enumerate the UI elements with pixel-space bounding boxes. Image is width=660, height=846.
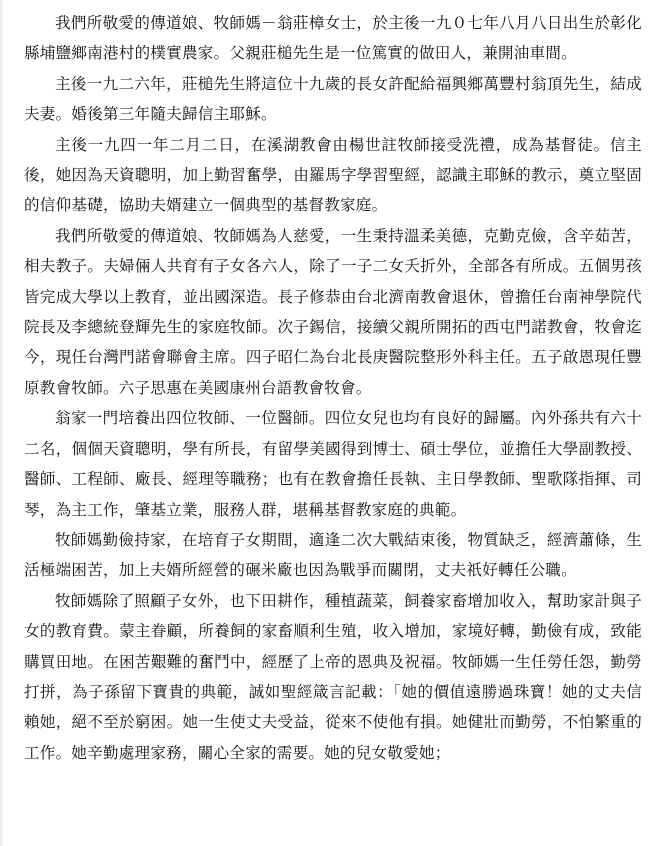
scan-edge-shadow <box>0 0 4 846</box>
paragraph-baptism: 主後一九四一年二月二日，在溪湖教會由楊世註牧師接受洗禮，成為基督徒。信主後，她因為天資聰明，加上勤習奮學，由羅馬字學習聖經，認識主耶穌的教示，奠立堅固的信仰基礎，協助夫婿建立一個典型的基督教家庭。 <box>24 135 642 215</box>
paragraph-diligence: 牧師媽除了照顧子女外，也下田耕作，種植蔬菜，飼養家畜增加收入，幫助家計與子女的教育費。蒙主眷顧，所養飼的家畜順利生殖，收入增加，家境好轉，勤儉有成，致能購買田地。在困苦艱難的奮鬥中，經歷了上帝的恩典及祝福。牧師媽一生任勞任怨，勤勞打拼，為子孫留下寶貴的典範，誠如聖經箴言記載：「她的價值遠勝過珠寶！她的丈夫信賴她，絕不至於窮困。她一生使丈夫受益，從來不使他有損。她健壯而勤勞，不怕繁重的工作。她辛勤處理家務，關心全家的需要。她的兒女敬愛她； <box>24 591 642 762</box>
paragraph-marriage: 主後一九二六年，莊槌先生將這位十九歲的長女許配給福興鄉萬豐村翁頂先生，結成夫妻。婚後第三年隨夫歸信主耶穌。 <box>24 74 642 124</box>
paragraph-family-legacy: 翁家一門培養出四位牧師、一位醫師。四位女兒也均有良好的歸屬。內外孫共有六十二名，個個天資聰明，學有所長，有留學美國得到博士、碩士學位，並擔任大學副教授、醫師、工程師、廠長、經理等職務；也有在教會擔任長執、主日學教師、聖歌隊指揮、司琴，為主工作，肇基立業，服務人群，堪稱基督教家庭的典範。 <box>24 409 642 519</box>
paragraph-hardship: 牧師媽勤儉持家，在培育子女期間，適逢二次大戰結束後，物質缺乏，經濟蕭條，生活極端困苦，加上夫婿所經營的碾米廠也因為戰爭而關閉，丈夫祇好轉任公職。 <box>24 530 642 580</box>
paragraph-birth: 我們所敬愛的傳道娘、牧師媽－翁莊樟女士，於主後一九０七年八月八日出生於彰化縣埔鹽鄉南港村的樸實農家。父親莊槌先生是一位篤實的做田人，兼開油車間。 <box>24 14 642 63</box>
paragraph-children: 我們所敬愛的傳道娘、牧師媽為人慈愛，一生秉持溫柔美德，克勤克儉，含辛茹苦，相夫教子。夫婦倆人共育有子女各六人，除了一子二女夭折外，全部各有所成。五個男孩皆完成大學以上教育，並出國深造。長子修恭由台北濟南教會退休，曾擔任台南神學院代院長及李總統登輝先生的家庭牧師。次子錫信，接續父親所開拓的西屯門諾教會，牧會迄今，現任台灣門諾會聯會主席。四子昭仁為台北長庚醫院整形外科主任。五子啟恩現任豐原教會牧師。六子思惠在美國康州台語教會牧會。 <box>24 226 642 397</box>
